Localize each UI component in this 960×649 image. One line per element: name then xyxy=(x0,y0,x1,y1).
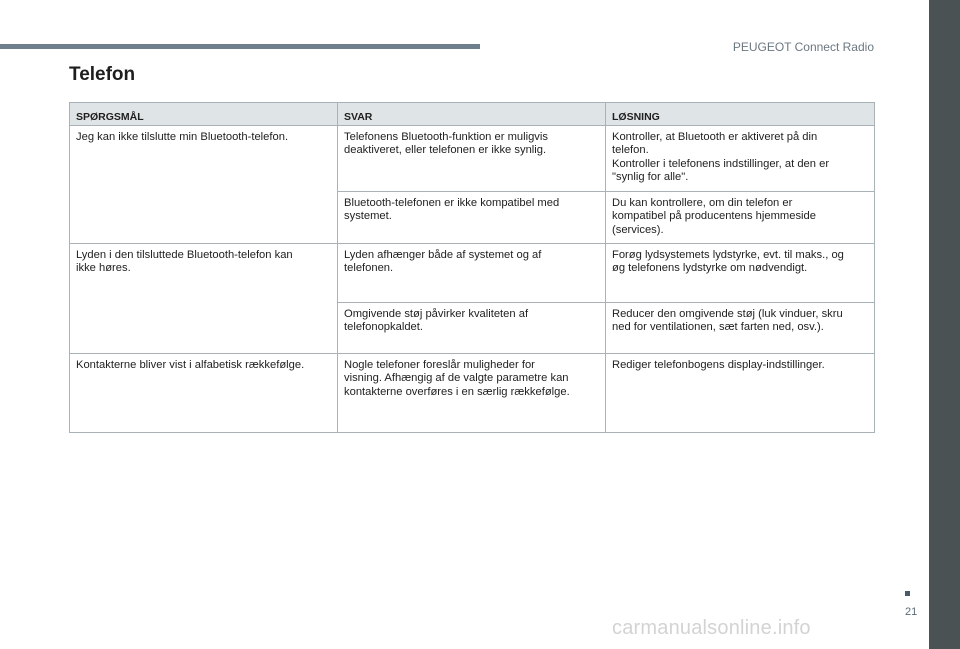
column-header-solution: LØSNING xyxy=(606,103,875,126)
product-label: PEUGEOT Connect Radio xyxy=(732,40,874,54)
table-row xyxy=(70,125,875,191)
solution-cell xyxy=(606,353,875,432)
faq-table xyxy=(69,102,875,433)
table-row xyxy=(70,353,875,432)
table-row xyxy=(70,243,875,302)
solution-text: Reducer den omgivende støj (luk vinduer, skru ned for ventilationen, sæt farten ned, osv.). xyxy=(612,307,843,334)
solution-cell xyxy=(606,191,875,243)
question-text: Kontakterne bliver vist i alfabetisk rækkefølge. xyxy=(76,358,305,371)
answer-text: Bluetooth-telefonen er ikke kompatibel med systemet. xyxy=(344,196,560,223)
side-tab-strip xyxy=(929,0,960,649)
answer-text: Lyden afhænger både af systemet og af telefonen. xyxy=(344,248,542,275)
question-text: Jeg kan ikke tilslutte min Bluetooth-telefon. xyxy=(76,130,289,143)
table-header-row xyxy=(70,103,875,126)
watermark-text: carmanualsonline.info xyxy=(612,617,811,639)
answer-cell xyxy=(338,302,606,353)
column-header-question: SPØRGSMÅL xyxy=(70,103,338,126)
section-title: Telefon xyxy=(69,64,136,85)
answer-cell xyxy=(338,243,606,302)
answer-text: Omgivende støj påvirker kvaliteten af telefonopkaldet. xyxy=(344,307,529,334)
solution-text: Rediger telefonbogens display-indstillinger. xyxy=(612,358,825,371)
solution-text: Forøg lydsystemets lydstyrke, evt. til maks., og øg telefonens lydstyrke om nødvendigt. xyxy=(612,248,844,275)
solution-text: Du kan kontrollere, om din telefon er kompatibel på producentens hjemmeside (services). xyxy=(612,196,816,236)
question-text: Lyden i den tilsluttede Bluetooth-telefon kan ikke høres. xyxy=(76,248,293,275)
solution-cell xyxy=(606,243,875,302)
question-cell xyxy=(70,243,338,353)
solution-cell xyxy=(606,125,875,191)
question-cell xyxy=(70,125,338,243)
solution-cell xyxy=(606,302,875,353)
answer-cell xyxy=(338,353,606,432)
page-marker-square xyxy=(905,591,910,596)
answer-cell xyxy=(338,125,606,191)
solution-text: Kontroller, at Bluetooth er aktiveret på din telefon. Kontroller i telefonens indstillinger, at den er "synlig for alle". xyxy=(612,130,830,184)
answer-cell xyxy=(338,191,606,243)
answer-text: Telefonens Bluetooth-funktion er muligvis deaktiveret, eller telefonen er ikke synlig. xyxy=(344,130,548,157)
answer-text: Nogle telefoner foreslår muligheder for visning. Afhængig af de valgte parametre kan kontakterne overføres i en særlig rækkefølge. xyxy=(344,358,570,398)
column-header-answer: SVAR xyxy=(338,103,606,126)
question-cell xyxy=(70,353,338,432)
header-rule xyxy=(0,44,480,49)
page-number: 21 xyxy=(905,606,918,618)
